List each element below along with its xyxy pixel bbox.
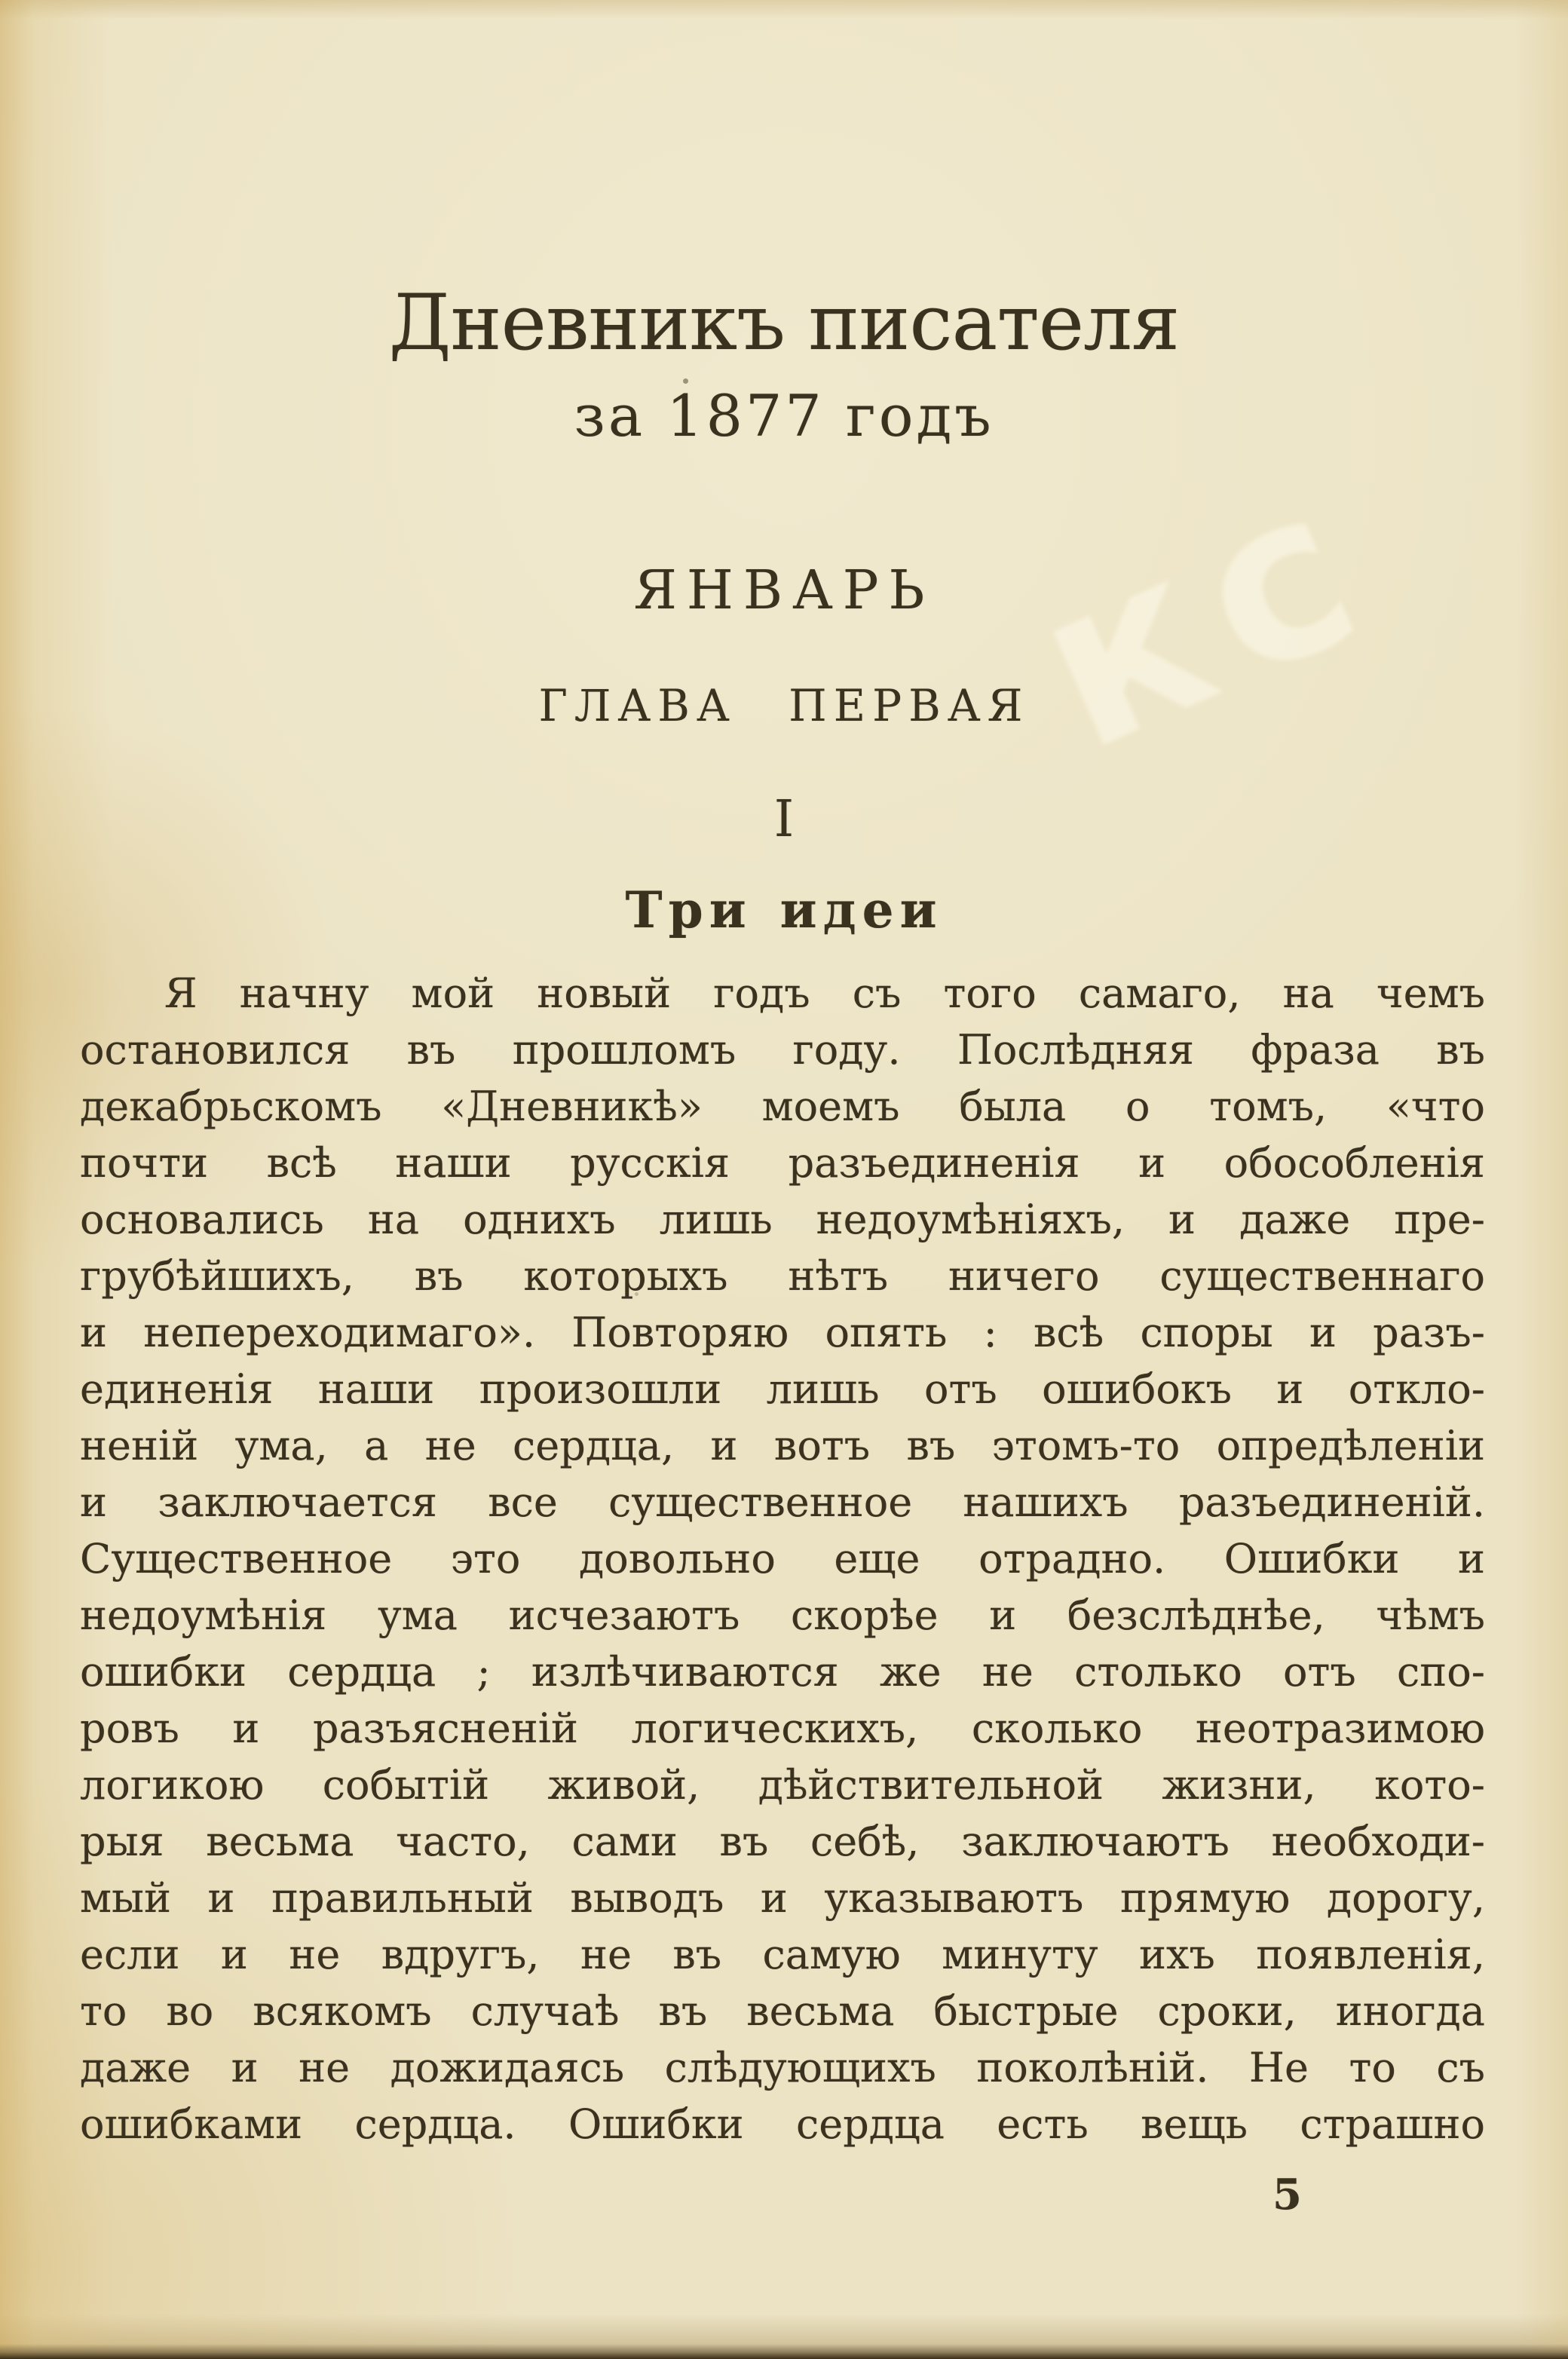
body-line: остановился въ прошломъ году. Послѣдняя фраза въ [80,1026,1485,1074]
book-subtitle: за 1877 годъ [574,382,994,449]
body-line: недоумѣнія ума исчезаютъ скорѣе и безслѣднѣе, чѣмъ [80,1592,1485,1639]
body-line: и заключается все существенное нашихъ разъединеній. [80,1478,1485,1526]
body-line: и непереходимаго». Повторяю опять : всѣ споры и разъ- [80,1309,1485,1356]
body-line: ошибками сердца. Ошибки сердца есть вещь страшно [80,2100,1485,2148]
book-title: Дневникъ писателя [388,278,1180,368]
body-line: декабрьскомъ «Дневникѣ» моемъ была о томъ, «что [80,1083,1485,1130]
watermark-text: кс [1000,427,1410,801]
body-line: если и не вдругъ, не въ самую минуту ихъ появленія, [80,1931,1485,1978]
body-line: грубѣйшихъ, въ которыхъ нѣтъ ничего существеннаго [80,1252,1485,1300]
body-line: то во всякомъ случаѣ въ весьма быстрые сроки, иногда [80,1987,1485,2035]
section-numeral: I [773,789,795,848]
body-line: почти всѣ наши русскія разъединенія и обособленія [80,1139,1485,1187]
body-line: ровъ и разъясненій логическихъ, сколько неотразимою [80,1705,1485,1752]
body-line: единенія наши произошли лишь отъ ошибокъ и откло- [80,1365,1485,1413]
body-paragraph [80,965,1485,2152]
body-line: Я начну мой новый годъ съ того самаго, на чемъ [164,970,1485,1017]
body-line: неній ума, а не сердца, и вотъ въ этомъ-то опредѣленіи [80,1422,1485,1469]
body-line: основались на однихъ лишь недоумѣніяхъ, и даже пре- [80,1196,1485,1243]
section-title: Три идеи [625,881,943,939]
month-heading: ЯНВАРЬ [633,559,935,621]
body-line: даже и не дожидаясь слѣдующихъ поколѣній. Не то съ [80,2044,1485,2091]
page-number: 5 [1272,2170,1302,2220]
body-line: Существенное это довольно еще отрадно. Ошибки и [80,1535,1485,1582]
chapter-heading: ГЛАВА ПЕРВАЯ [538,680,1030,731]
body-line: рыя весьма часто, сами въ себѣ, заключаютъ необходи- [80,1818,1485,1865]
body-line: мый и правильный выводъ и указываютъ прямую дорогу, [80,1874,1485,1922]
body-line: ошибки сердца ; излѣчиваются же не столько отъ спо- [80,1648,1485,1696]
body-line: логикою событій живой, дѣйствительной жизни, кото- [80,1761,1485,1809]
